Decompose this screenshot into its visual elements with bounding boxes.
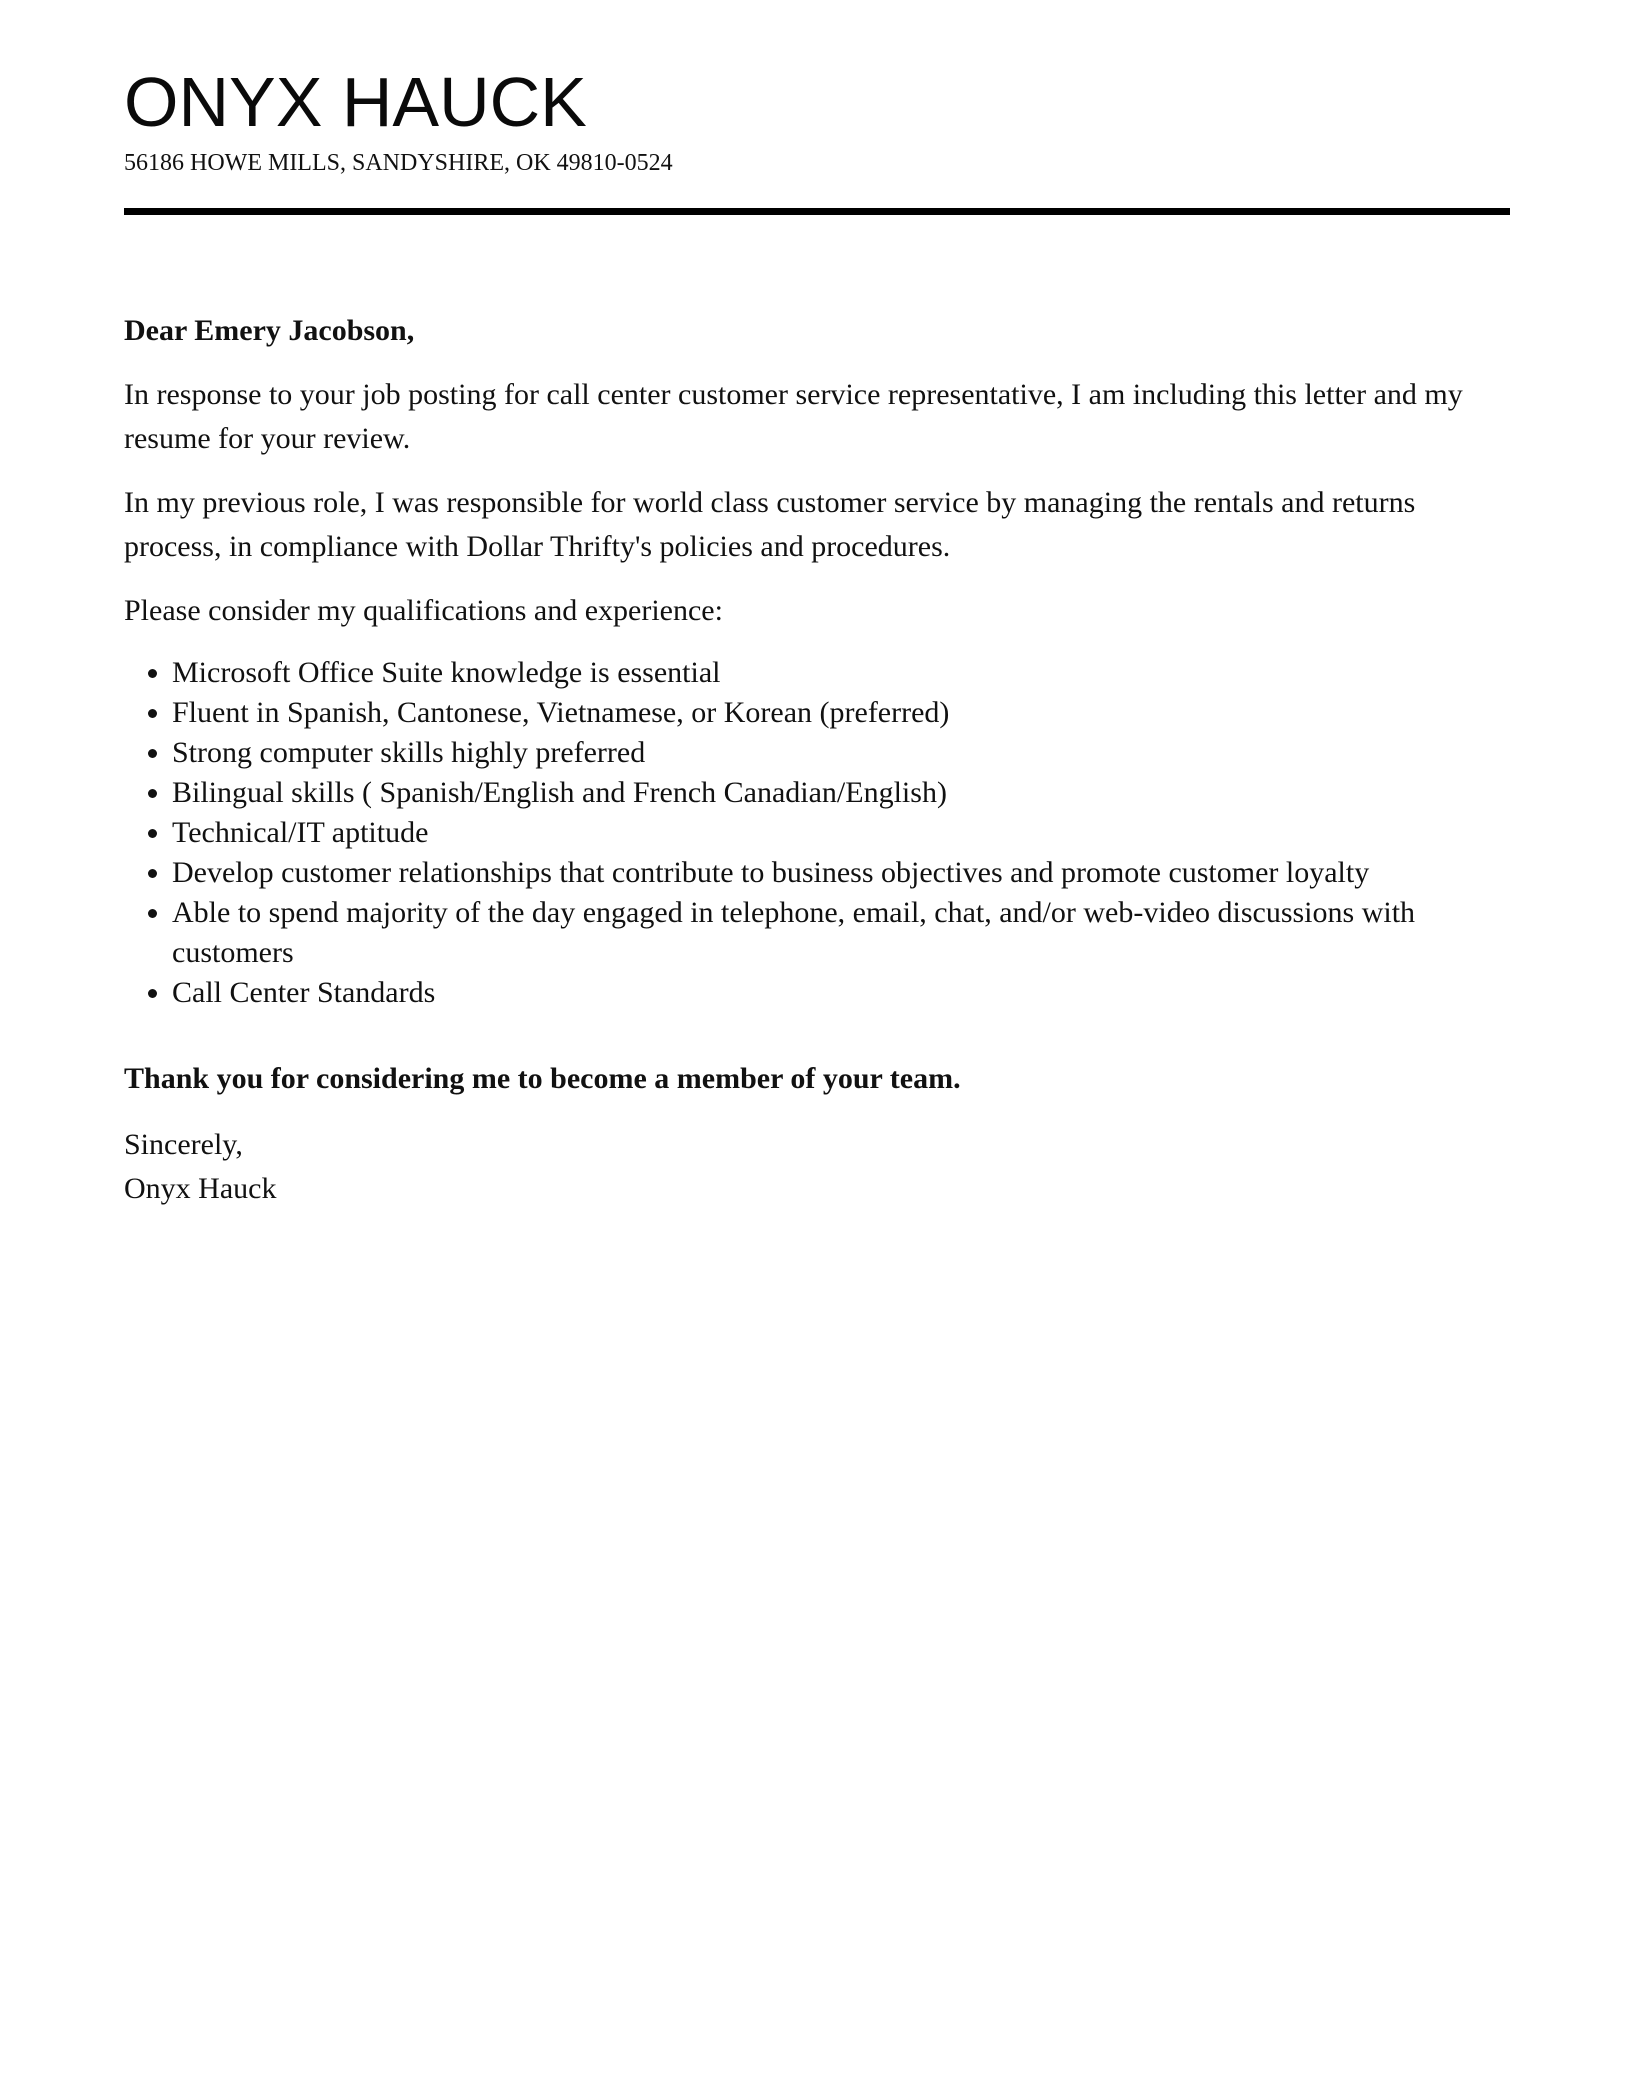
sign-off: Sincerely, — [124, 1128, 243, 1161]
experience-paragraph: In my previous role, I was responsible for world class customer service by managing the rentals and returns process, in compliance with Dollar Thrifty's policies and procedures. — [124, 486, 1416, 563]
applicant-address: 56186 HOWE MILLS, SANDYSHIRE, OK 49810-0524 — [124, 150, 673, 176]
list-item: • Bilingual skills ( Spanish/English and French Canadian/English) — [172, 773, 1510, 813]
qualifications-intro: Please consider my qualifications and experience: — [124, 594, 723, 627]
list-item: • Able to spend majority of the day engaged in telephone, email, chat, and/or web-video discussions with customers — [172, 893, 1510, 973]
salutation: Dear Emery Jacobson, — [124, 314, 415, 347]
signature-name: Onyx Hauck — [124, 1172, 277, 1205]
list-item: • Develop customer relationships that contribute to business objectives and promote customer loyalty — [172, 853, 1510, 893]
list-item: • Microsoft Office Suite knowledge is essential — [172, 653, 1510, 693]
list-item: • Strong computer skills highly preferred — [172, 733, 1510, 773]
qualifications-list — [124, 653, 1510, 1013]
intro-paragraph: In response to your job posting for call center customer service representative, I am including this letter and my resume for your review. — [124, 378, 1463, 455]
list-item: • Technical/IT aptitude — [172, 813, 1510, 853]
list-item: • Fluent in Spanish, Cantonese, Vietnamese, or Korean (preferred) — [172, 693, 1510, 733]
header-divider — [124, 208, 1510, 215]
list-item: • Call Center Standards — [172, 973, 1510, 1013]
closing-statement: Thank you for considering me to become a member of your team. — [124, 1062, 961, 1095]
cover-letter-page — [124, 62, 1510, 1211]
letter-body — [124, 309, 1510, 1211]
sign-off-block — [124, 1123, 1510, 1211]
applicant-name: ONYX HAUCK — [124, 63, 587, 141]
